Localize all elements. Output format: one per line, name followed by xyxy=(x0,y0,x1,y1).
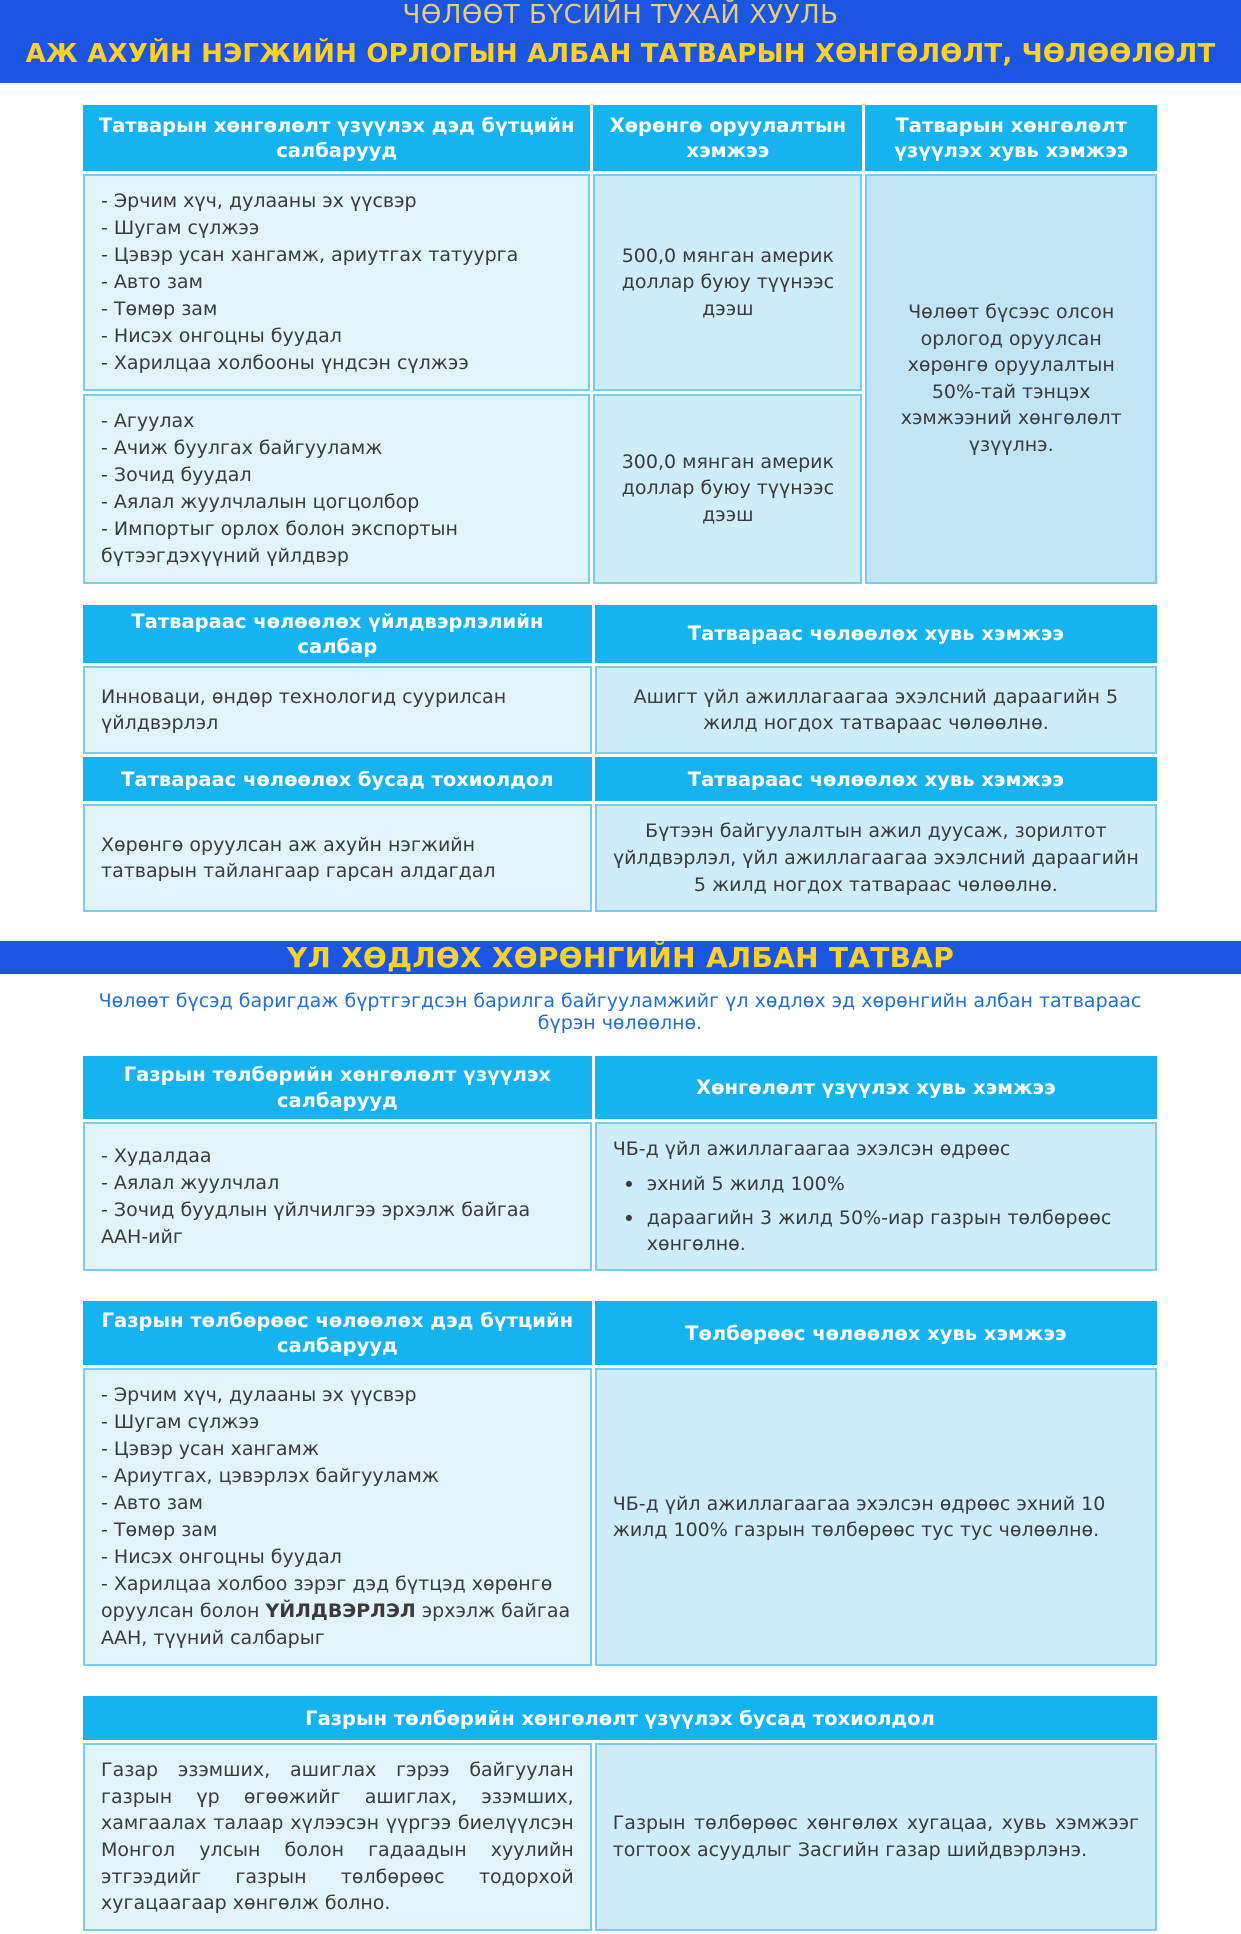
sector-list-cell xyxy=(83,174,590,391)
exemption-terms-cell: Ашигт үйл ажиллагаагаа эхэлсний дараагийн 5 жилд ногдох татвараас чөлөөлнө. xyxy=(595,666,1157,754)
sector-list xyxy=(101,1382,574,1571)
land-other-header: Газрын төлбөрийн хөнгөлөлт үзүүлэх бусад тохиолдол xyxy=(83,1696,1157,1740)
list-item: - Аялал жуулчлал xyxy=(101,1170,574,1197)
composite-pre: Харилцаа холбоо зэрэг дэд бүтцэд хөрөнгө оруулсан болон xyxy=(101,1573,553,1623)
property-tax-note: Чөлөөт бүсэд баригдаж бүртгэгдсэн барилга байгууламжийг үл хөдлөх эд хөрөнгийн албан татвараас бүрэн чөлөөлнө. xyxy=(98,990,1142,1035)
table-row xyxy=(83,757,1157,801)
discount-terms-cell xyxy=(595,1122,1157,1272)
list-item: - Төмөр зам xyxy=(101,296,572,323)
sector-list xyxy=(101,188,572,377)
list-item: • эхний 5 жилд 100% xyxy=(613,1172,1139,1198)
land-other-decision-cell: Газрын төлбөрөөс хөнгөлөх хугацаа, хувь хэмжээг тогтоох асуудлыг Засгийн газар шийдвэрлэнэ. xyxy=(595,1743,1157,1931)
investment-amount-cell: 500,0 мянган америк доллар буюу түүнээс дээш xyxy=(593,174,862,391)
list-item: - Нисэх онгоцны буудал xyxy=(101,323,572,350)
list-item: • дараагийн 3 жилд 50%-иар газрын төлбөрөөс хөнгөлнө. xyxy=(613,1206,1139,1257)
exemption-header-rate2: Татвараас чөлөөлөх хувь хэмжээ xyxy=(595,757,1157,801)
exemption-header-other: Татвараас чөлөөлөх бусад тохиолдол xyxy=(83,757,592,801)
table-row xyxy=(83,1368,1157,1666)
table-row xyxy=(83,174,1157,391)
land-discount-header-sectors: Газрын төлбөрийн хөнгөлөлт үзүүлэх салбарууд xyxy=(83,1056,592,1119)
investment-amount-cell: 300,0 мянган америк доллар буюу түүнээс дээш xyxy=(593,394,862,584)
list-item: - Эрчим хүч, дулааны эх үүсвэр xyxy=(101,188,572,215)
table-row xyxy=(83,804,1157,912)
law-title: ЧӨЛӨӨТ БҮСИЙН ТУХАЙ ХУУЛЬ xyxy=(402,0,839,30)
table-row xyxy=(83,666,1157,754)
tax-exemption-table xyxy=(80,602,1160,916)
sector-list xyxy=(101,1143,574,1251)
property-tax-band xyxy=(0,941,1241,974)
table-row xyxy=(83,1743,1157,1931)
land-exemption-header-rate: Төлбөрөөс чөлөөлөх хувь хэмжээ xyxy=(595,1301,1157,1365)
composite-post: эрхэлж байгаа ААН, түүний салбарыг xyxy=(101,1600,571,1650)
list-item: - Худалдаа xyxy=(101,1143,574,1170)
list-item: - Агуулах xyxy=(101,408,572,435)
list-item: - Цэвэр усан хангамж, ариутгах татуурга xyxy=(101,242,572,269)
page-title: АЖ АХУЙН НЭГЖИЙН ОРЛОГЫН АЛБАН ТАТВАРЫН ХӨНГӨЛӨЛТ, ЧӨЛӨӨЛӨЛТ xyxy=(25,39,1216,69)
income-tax-content xyxy=(0,83,1241,915)
sector-list-item-composite xyxy=(101,1571,574,1652)
benefit-cell: Чөлөөт бүсээс олсон орлогод оруулсан хөрөнгө оруулалтын 50%-тай тэнцэх хэмжээний хөнгөлөлт үзүүлнэ. xyxy=(865,174,1157,584)
list-item: - Авто зам xyxy=(101,269,572,296)
list-item: - Нисэх онгоцны буудал xyxy=(101,1544,574,1571)
list-item: - Харилцаа холбооны үндсэн сүлжээ xyxy=(101,350,572,377)
exemption-terms-cell: ЧБ-д үйл ажиллагаагаа эхэлсэн өдрөөс эхний 10 жилд 100% газрын төлбөрөөс тус тус чөлөөлнө. xyxy=(595,1368,1157,1666)
income-tax-header-benefit: Татварын хөнгөлөлт үзүүлэх хувь хэмжээ xyxy=(865,105,1157,171)
land-other-case-cell: Газар эзэмших, ашиглах гэрээ байгуулан газрын үр өгөөжийг ашиглах, эзэмших, хамгаалах талаар хүлээсэн үүргээ биелүүлсэн Монгол улсын болон гадаадын хуулийн этгээдийг газрын төлбөрөөс тодорхой хугацаагаар хөнгөлж болно. xyxy=(83,1743,592,1931)
list-item: - Ариутгах, цэвэрлэх байгууламж xyxy=(101,1463,574,1490)
list-item: - Зочид буудал xyxy=(101,462,572,489)
list-item: - Авто зам xyxy=(101,1490,574,1517)
production-sector-cell: Инноваци, өндөр технологид суурилсан үйлдвэрлэл xyxy=(83,666,592,754)
income-tax-table xyxy=(80,102,1160,587)
sector-list xyxy=(101,408,572,570)
land-fee-other-table xyxy=(80,1693,1160,1934)
list-item: - Шугам сүлжээ xyxy=(101,215,572,242)
composite-bold: ҮЙЛДВЭРЛЭЛ xyxy=(265,1600,416,1623)
list-item: - Эрчим хүч, дулааны эх үүсвэр xyxy=(101,1382,574,1409)
land-fee-discount-table xyxy=(80,1053,1160,1274)
discount-terms-list xyxy=(613,1172,1139,1258)
table-row xyxy=(83,1122,1157,1272)
exemption-header-rate: Татвараас чөлөөлөх хувь хэмжээ xyxy=(595,605,1157,664)
table-row xyxy=(83,605,1157,664)
land-fee-content xyxy=(0,974,1241,1933)
exemption-terms-cell: Бүтээн байгуулалтын ажил дуусаж, зорилтот үйлдвэрлэл, үйл ажиллагаагаа эхэлсний дараагийн 5 жилд ногдох татвараас чөлөөлнө. xyxy=(595,804,1157,912)
list-item: - Зочид буудлын үйлчилгээ эрхэлж байгаа ААН-ийг xyxy=(101,1197,574,1251)
list-item: - Цэвэр усан хангамж xyxy=(101,1436,574,1463)
income-tax-header-sectors: Татварын хөнгөлөлт үзүүлэх дэд бүтцийн салбарууд xyxy=(83,105,590,171)
sector-list-cell xyxy=(83,1368,592,1666)
list-item: - Аялал жуулчлалын цогцолбор xyxy=(101,489,572,516)
income-tax-header-investment: Хөрөнгө оруулалтын хэмжээ xyxy=(593,105,862,171)
sector-list-cell xyxy=(83,1122,592,1272)
list-item: - Ачиж буулгах байгууламж xyxy=(101,435,572,462)
discount-terms-intro: ЧБ-д үйл ажиллагаагаа эхэлсэн өдрөөс xyxy=(612,1137,1011,1160)
property-tax-title: ҮЛ ХӨДЛӨХ ХӨРӨНГИЙН АЛБАН ТАТВАР xyxy=(286,941,955,975)
top-header xyxy=(0,0,1241,83)
list-item: - Төмөр зам xyxy=(101,1517,574,1544)
sector-list-cell xyxy=(83,394,590,584)
land-exemption-header-sectors: Газрын төлбөрөөс чөлөөлөх дэд бүтцийн салбарууд xyxy=(83,1301,592,1365)
land-discount-header-rate: Хөнгөлөлт үзүүлэх хувь хэмжээ xyxy=(595,1056,1157,1119)
loss-case-cell: Хөрөнгө оруулсан аж ахуйн нэгжийн татварын тайлангаар гарсан алдагдал xyxy=(83,804,592,912)
list-item: - Импортыг орлох болон экспортын бүтээгдэхүүний үйлдвэр xyxy=(101,516,572,570)
exemption-header-production: Татвараас чөлөөлөх үйлдвэрлэлийн салбар xyxy=(83,605,592,664)
land-fee-exemption-table xyxy=(80,1298,1160,1669)
list-item: - Шугам сүлжээ xyxy=(101,1409,574,1436)
